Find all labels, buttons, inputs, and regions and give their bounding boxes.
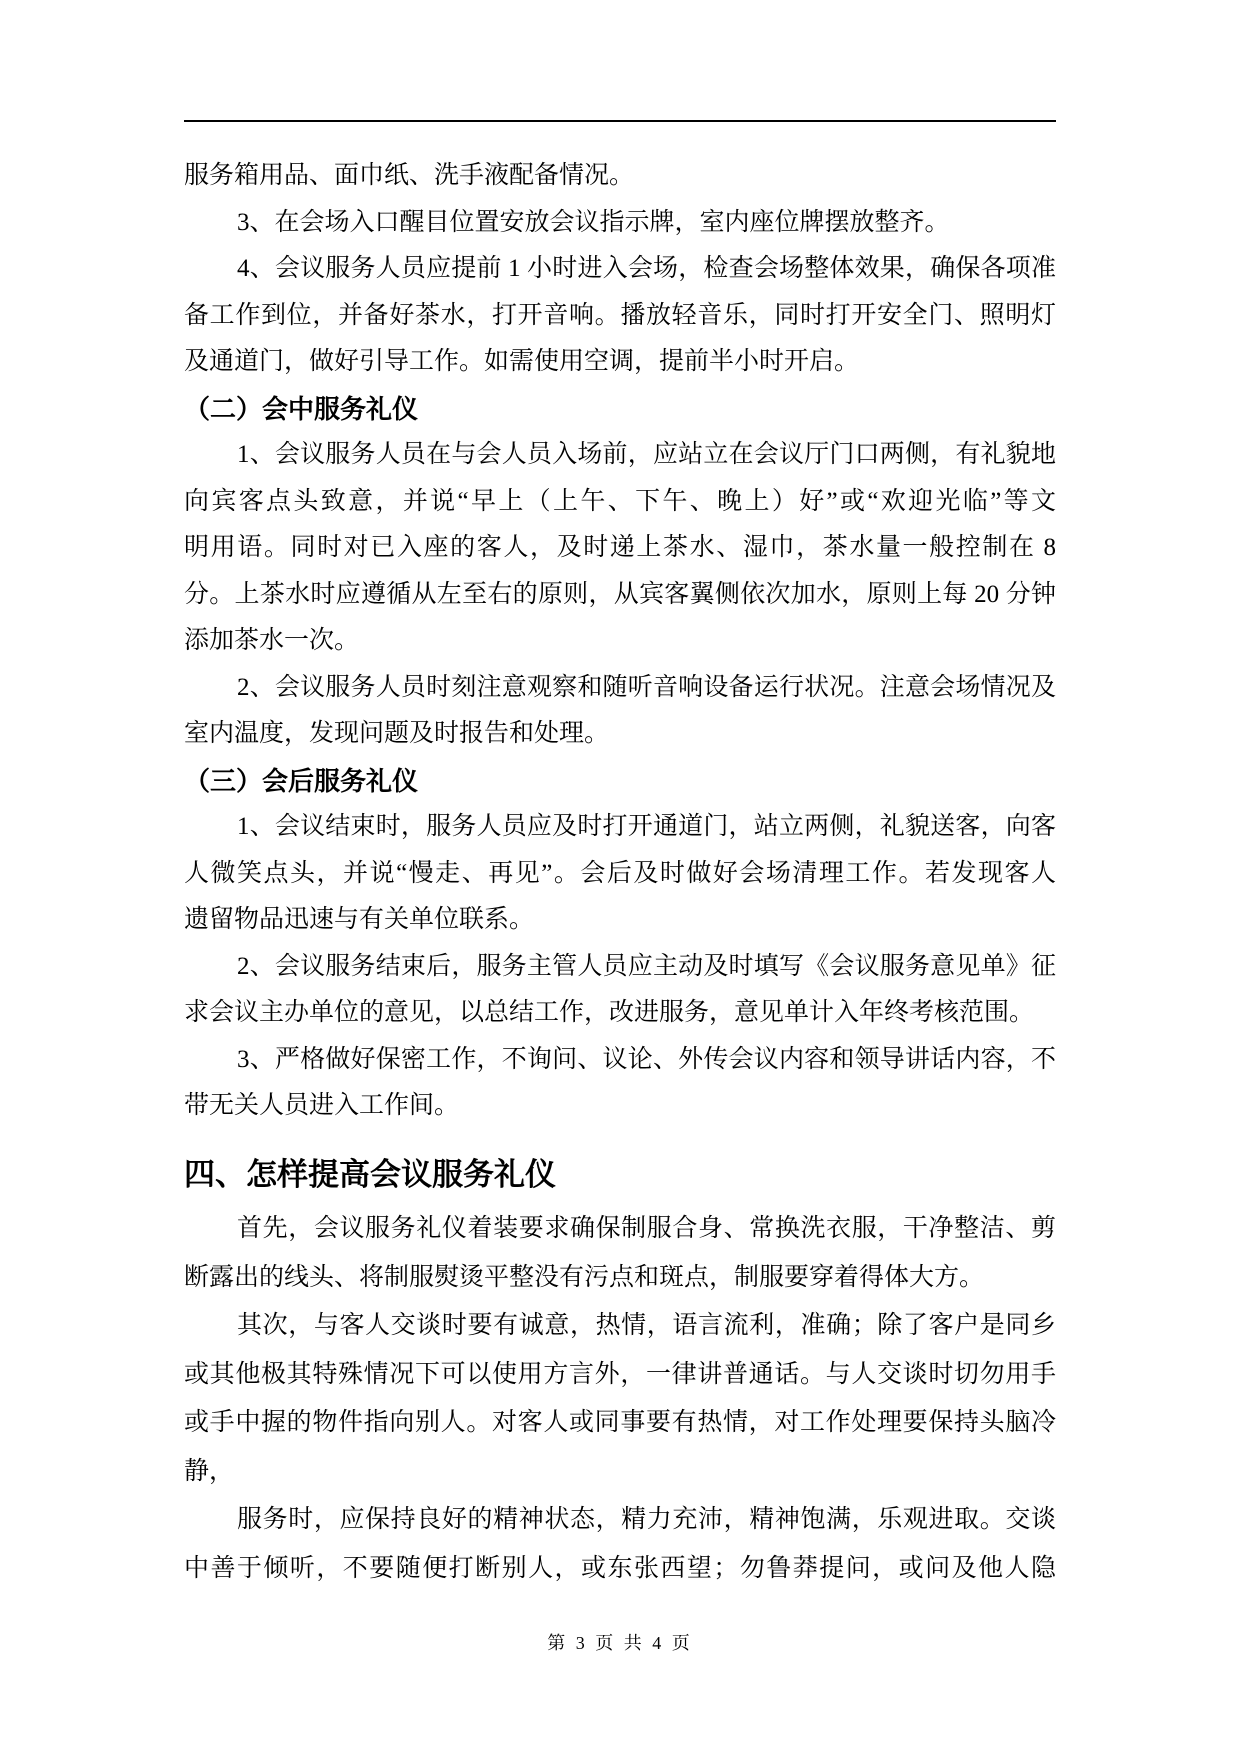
paragraph [184, 246, 1056, 386]
text-line: 备工作到位，并备好茶水，打开音响。播放轻音乐，同时打开安全门、照明灯 [184, 301, 1056, 329]
section-heading [184, 758, 1056, 805]
text-line: 静， [184, 1457, 235, 1485]
paragraph [184, 432, 1056, 665]
text-line: 1、会议服务人员在与会人员入场前，应站立在会议厅门口两侧，有礼貌地 [237, 441, 1056, 468]
text-line: （三）会后服务礼仪 [184, 765, 419, 796]
section-heading [184, 386, 1056, 433]
text-line: 服务时，应保持良好的精神状态，精力充沛，精神饱满，乐观进取。交谈 [237, 1506, 1056, 1533]
text-line: 2、会议服务人员时刻注意观察和随听音响设备运行状况。注意会场情况及 [237, 673, 1056, 701]
document-body [184, 122, 1056, 1593]
text-line: 其次，与客人交谈时要有诚意，热情，语言流利，准确；除了客户是同乡 [237, 1312, 1056, 1339]
header-rule [184, 0, 1056, 122]
text-line: 明用语。同时对已入座的客人，及时递上茶水、湿巾，茶水量一般控制在 8 [184, 534, 1056, 561]
text-line: 及通道门，做好引导工作。如需使用空调，提前半小时开启。 [184, 348, 860, 375]
text-line: 人微笑点头，并说“慢走、再见”。会后及时做好会场清理工作。若发现客人 [184, 859, 1056, 887]
chapter-heading [184, 1145, 1056, 1205]
paragraph [184, 665, 1056, 758]
text-line: 首先，会议服务礼仪着装要求确保制服合身、常换洗衣服，干净整洁、剪 [237, 1215, 1056, 1242]
paragraph [184, 804, 1056, 944]
text-line: 3、严格做好保密工作，不询问、议论、外传会议内容和领导讲话内容，不 [237, 1045, 1056, 1073]
paragraph [184, 153, 1056, 200]
text-line: 四、怎样提高会议服务礼仪 [184, 1157, 556, 1192]
text-line: 中善于倾听，不要随便打断别人，或东张西望；勿鲁莽提问，或问及他人隐 [184, 1554, 1056, 1582]
text-line: 3、在会场入口醒目位置安放会议指示牌，室内座位牌摆放整齐。 [237, 208, 950, 236]
text-line: 分。上茶水时应遵循从左至右的原则，从宾客翼侧依次加水，原则上每 20 分钟 [184, 580, 1056, 608]
text-line: 或其他极其特殊情况下可以使用方言外，一律讲普通话。与人交谈时切勿用手 [184, 1360, 1056, 1388]
paragraph [184, 944, 1056, 1037]
text-line: 服务箱用品、面巾纸、洗手液配备情况。 [184, 162, 635, 189]
text-line: （二）会中服务礼仪 [184, 393, 419, 424]
text-line: 室内温度，发现问题及时报告和处理。 [184, 720, 610, 747]
text-line: 向宾客点头致意，并说“早上（上午、下午、晚上）好”或“欢迎光临”等文 [184, 487, 1056, 515]
text-line: 1、会议结束时，服务人员应及时打开通道门，站立两侧，礼貌送客，向客 [237, 813, 1056, 840]
text-line: 或手中握的物件指向别人。对客人或同事要有热情，对工作处理要保持头脑冷 [184, 1409, 1056, 1436]
text-line: 添加茶水一次。 [184, 627, 360, 654]
paragraph [184, 1205, 1056, 1302]
paragraph [184, 1037, 1056, 1130]
text-line: 4、会议服务人员应提前 1 小时进入会场，检查会场整体效果，确保各项准 [237, 255, 1056, 282]
text-line: 断露出的线头、将制服熨烫平整没有污点和斑点，制服要穿着得体大方。 [184, 1263, 985, 1291]
paragraph [184, 200, 1056, 247]
text-line: 求会议主办单位的意见，以总结工作，改进服务，意见单计入年终考核范围。 [184, 999, 1035, 1026]
text-line: 2、会议服务结束后，服务主管人员应主动及时填写《会议服务意见单》征 [237, 952, 1056, 980]
paragraph [184, 1302, 1056, 1496]
footer-page-number: 第 3 页 共 4 页 [547, 1633, 693, 1653]
text-line: 带无关人员进入工作间。 [184, 1092, 460, 1119]
paragraph [184, 1496, 1056, 1593]
text-line: 遗留物品迅速与有关单位联系。 [184, 906, 535, 933]
